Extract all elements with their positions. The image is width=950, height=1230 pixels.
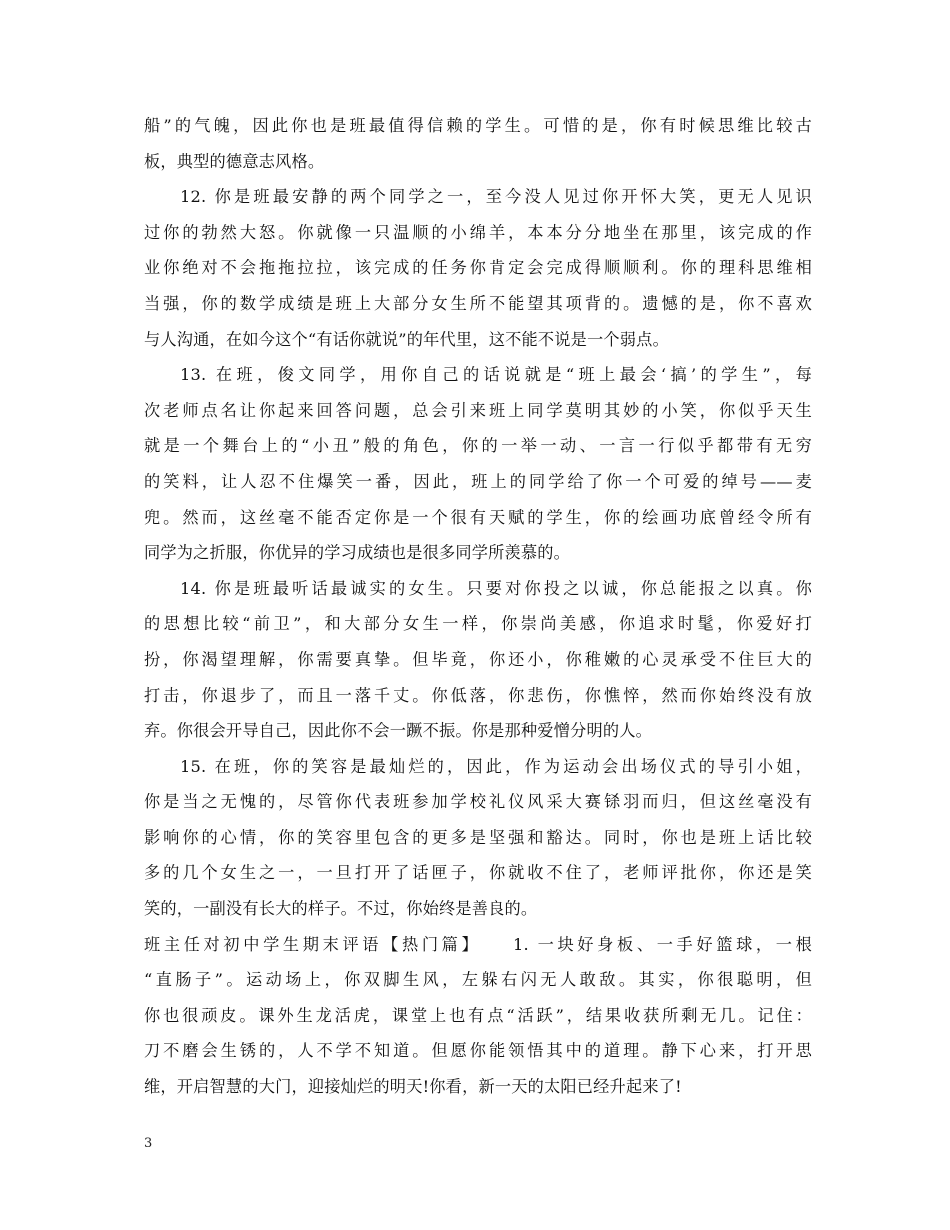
text-line: 15. 在班，你的笑容是最灿烂的，因此，作为运动会出场仪式的导引小姐，: [180, 756, 812, 776]
text-line: 刀不磨会生锈的，人不学不知道。但愿你能领悟其中的道理。静下心来，打开思: [144, 1041, 812, 1061]
text-line: 当强，你的数学成绩是班上大部分女生所不能望其项背的。遗憾的是，你不喜欢: [144, 293, 812, 313]
text-line: 打击，你退步了，而且一落千丈。你低落，你悲伤，你憔悴，然而你始终没有放: [144, 685, 812, 705]
text-line: 班主任对初中学生期末评语【热门篇】 1. 一块好身板、一手好篮球，一根: [144, 934, 812, 954]
text-line: 维，开启智慧的大门，迎接灿烂的明天!你看，新一天的太阳已经升起来了!: [144, 1077, 682, 1097]
text-line: 兜。然而，这丝毫不能否定你是一个很有天赋的学生，你的绘画功底曾经令所有: [144, 507, 812, 527]
text-line: 与人沟通，在如今这个“有话你就说”的年代里，这不能不说是一个弱点。: [144, 329, 669, 349]
text-line: 板，典型的德意志风格。: [144, 151, 325, 171]
text-line: 扮，你渴望理解，你需要真挚。但毕竟，你还小，你稚嫩的心灵承受不住巨大的: [144, 649, 812, 669]
text-line: 同学为之折服，你优异的学习成绩也是很多同学所羡慕的。: [144, 543, 571, 563]
text-line: 你是当之无愧的，尽管你代表班参加学校礼仪风采大赛铩羽而归，但这丝毫没有: [144, 792, 812, 812]
text-line: 14. 你是班最听话最诚实的女生。只要对你投之以诚，你总能报之以真。你: [180, 578, 812, 598]
page-number: 3: [144, 1136, 153, 1151]
text-line: 12. 你是班最安静的两个同学之一，至今没人见过你开怀大笑，更无人见识: [180, 187, 812, 207]
text-line: 就是一个舞台上的“小丑”般的角色，你的一举一动、一言一行似乎都带有无穷: [144, 436, 812, 456]
text-line: 多的几个女生之一，一旦打开了话匣子，你就收不住了，老师评批你，你还是笑: [144, 863, 812, 883]
text-line: 次老师点名让你起来回答问题，总会引来班上同学莫明其妙的小笑，你似乎天生: [144, 400, 812, 420]
text-line: 你也很顽皮。课外生龙活虎，课堂上也有点“活跃”，结果收获所剩无几。记住：: [144, 1005, 812, 1025]
document-body: [144, 108, 812, 1105]
text-line: 船”的气魄，因此你也是班最值得信赖的学生。可惜的是，你有时候思维比较古: [144, 116, 812, 135]
text-line: 的笑料，让人忍不住爆笑一番，因此，班上的同学给了你一个可爱的绰号——麦: [144, 471, 812, 491]
text-line: 13. 在班，俊文同学，用你自己的话说就是“班上最会‘搞’的学生”，每: [180, 365, 812, 385]
text-line: 过你的勃然大怒。你就像一只温顺的小绵羊，本本分分地坐在那里，该完成的作: [144, 222, 812, 242]
text-line: 业你绝对不会拖拖拉拉，该完成的任务你肯定会完成得顺顺利。你的理科思维相: [144, 258, 812, 278]
text-line: 的思想比较“前卫”，和大部分女生一样，你崇尚美感，你追求时髦，你爱好打: [144, 614, 812, 634]
text-line: 弃。你很会开导自己，因此你不会一蹶不振。你是那种爱憎分明的人。: [144, 721, 653, 741]
text-line: “直肠子”。运动场上，你双脚生风，左躲右闪无人敢敌。其实，你很聪明，但: [144, 970, 812, 990]
text-line: 影响你的心情，你的笑容里包含的更多是坚强和豁达。同时，你也是班上话比较: [144, 827, 812, 847]
text-line: 笑的，一副没有长大的样子。不过，你始终是善良的。: [144, 899, 538, 919]
